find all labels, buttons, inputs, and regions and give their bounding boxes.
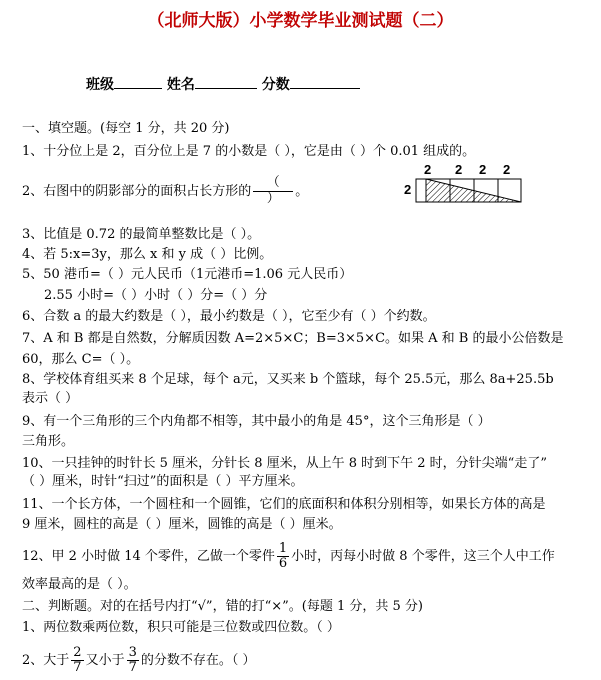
section-1-heading: 一、填空题。(每空 1 分，共 20 分) xyxy=(22,121,230,136)
question-3: 3、比值是 0.72 的最简单整数比是（ ）。 xyxy=(22,227,261,242)
question-11-cont: 9 厘米，圆柱的高是（ ）厘米，圆锥的高是（ ）厘米。 xyxy=(22,517,342,532)
question-2: 2、右图中的阴影部分的面积占长方形的 $\frac{(}{)}$ 。 xyxy=(22,175,309,206)
question-4: 4、若 5:x=3y，那么 x 和 y 成（ ）比例。 xyxy=(22,247,273,262)
score-label: 分数 xyxy=(261,77,290,93)
figure-top-label: 2 xyxy=(503,164,511,177)
question-10: 10、一只挂钟的时针长 5 厘米，分针长 8 厘米，从上午 8 时到下午 2 时，分针尖端“走了” xyxy=(22,456,547,471)
fraction-blank: $\frac{(}{)}$ xyxy=(253,176,293,207)
question-12-cont: 效率最高的是（ ）。 xyxy=(22,577,137,592)
question-9-cont: 三角形。 xyxy=(22,434,75,449)
question-8-cont: 表示（ ） xyxy=(22,391,79,406)
figure-top-label: 2 xyxy=(424,164,432,177)
judge-1: 1、两位数乘两位数，积只可能是三位数或四位数。（ ） xyxy=(22,620,340,635)
class-blank xyxy=(114,74,162,89)
page-title: （北师大版）小学数学毕业测试题（二） xyxy=(147,11,454,31)
question-5b: 2.55 小时=（ ）小时（ ）分=（ ）分 xyxy=(44,288,268,303)
question-11: 11、一个长方体，一个圆柱和一个圆锥，它们的底面积和体积分别相等，如果长方体的高是 xyxy=(22,497,546,512)
question-7: 7、A 和 B 都是自然数，分解质因数 A=2×5×C；B=3×5×C。如果 A 和 B 的最小公倍数是 xyxy=(22,331,564,346)
figure-top-label: 2 xyxy=(479,164,487,177)
fraction-1-6: $\frac{1}{6}$ xyxy=(278,541,288,571)
judge-2: 2、大于 $\frac{2}{7}$ 又小于 $\frac{3}{7}$ 的分数不存在。（ ） xyxy=(22,645,256,675)
question-10-cont: （ ）厘米，时针“扫过”的面积是（ ）平方厘米。 xyxy=(22,474,304,489)
question-1: 1、十分位上是 2，百分位上是 7 的小数是（ ），它是由（ ）个 0.01 组成的。 xyxy=(22,144,476,159)
score-blank xyxy=(290,74,360,89)
figure-top-label: 2 xyxy=(455,164,463,177)
fraction-2-7: $\frac{2}{7}$ xyxy=(73,645,82,675)
student-info xyxy=(86,74,360,94)
question-9: 9、有一个三角形的三个内角都不相等，其中最小的角是 45°，这个三角形是（ ） xyxy=(22,414,491,429)
question-12: 12、甲 2 小时做 14 个零件，乙做一个零件 $\frac{1}{6}$ 小时，丙每小时做 8 个零件，这三个人中工作 xyxy=(22,541,555,571)
shaded-rectangle-figure xyxy=(402,164,526,208)
name-label: 姓名 xyxy=(166,77,195,93)
figure-side-label: 2 xyxy=(404,182,412,197)
question-8: 8、学校体育组买来 8 个足球，每个 a元，又买来 b 个篮球，每个 25.5元，那么 8a+25.5b xyxy=(22,372,554,387)
name-blank xyxy=(195,74,257,89)
fraction-3-7: $\frac{3}{7}$ xyxy=(128,645,137,675)
question-5: 5、50 港币=（ ）元人民币（1元港币=1.06 元人民币） xyxy=(22,267,353,282)
question-7-cont: 60，那么 C=（ ）。 xyxy=(22,352,140,367)
section-2-heading: 二、判断题。对的在括号内打“√”，错的打“×”。(每题 1 分，共 5 分) xyxy=(22,599,423,614)
question-6: 6、合数 a 的最大约数是（ ），最小约数是（ ），它至少有（ ）个约数。 xyxy=(22,309,436,324)
class-label: 班级 xyxy=(86,77,114,93)
